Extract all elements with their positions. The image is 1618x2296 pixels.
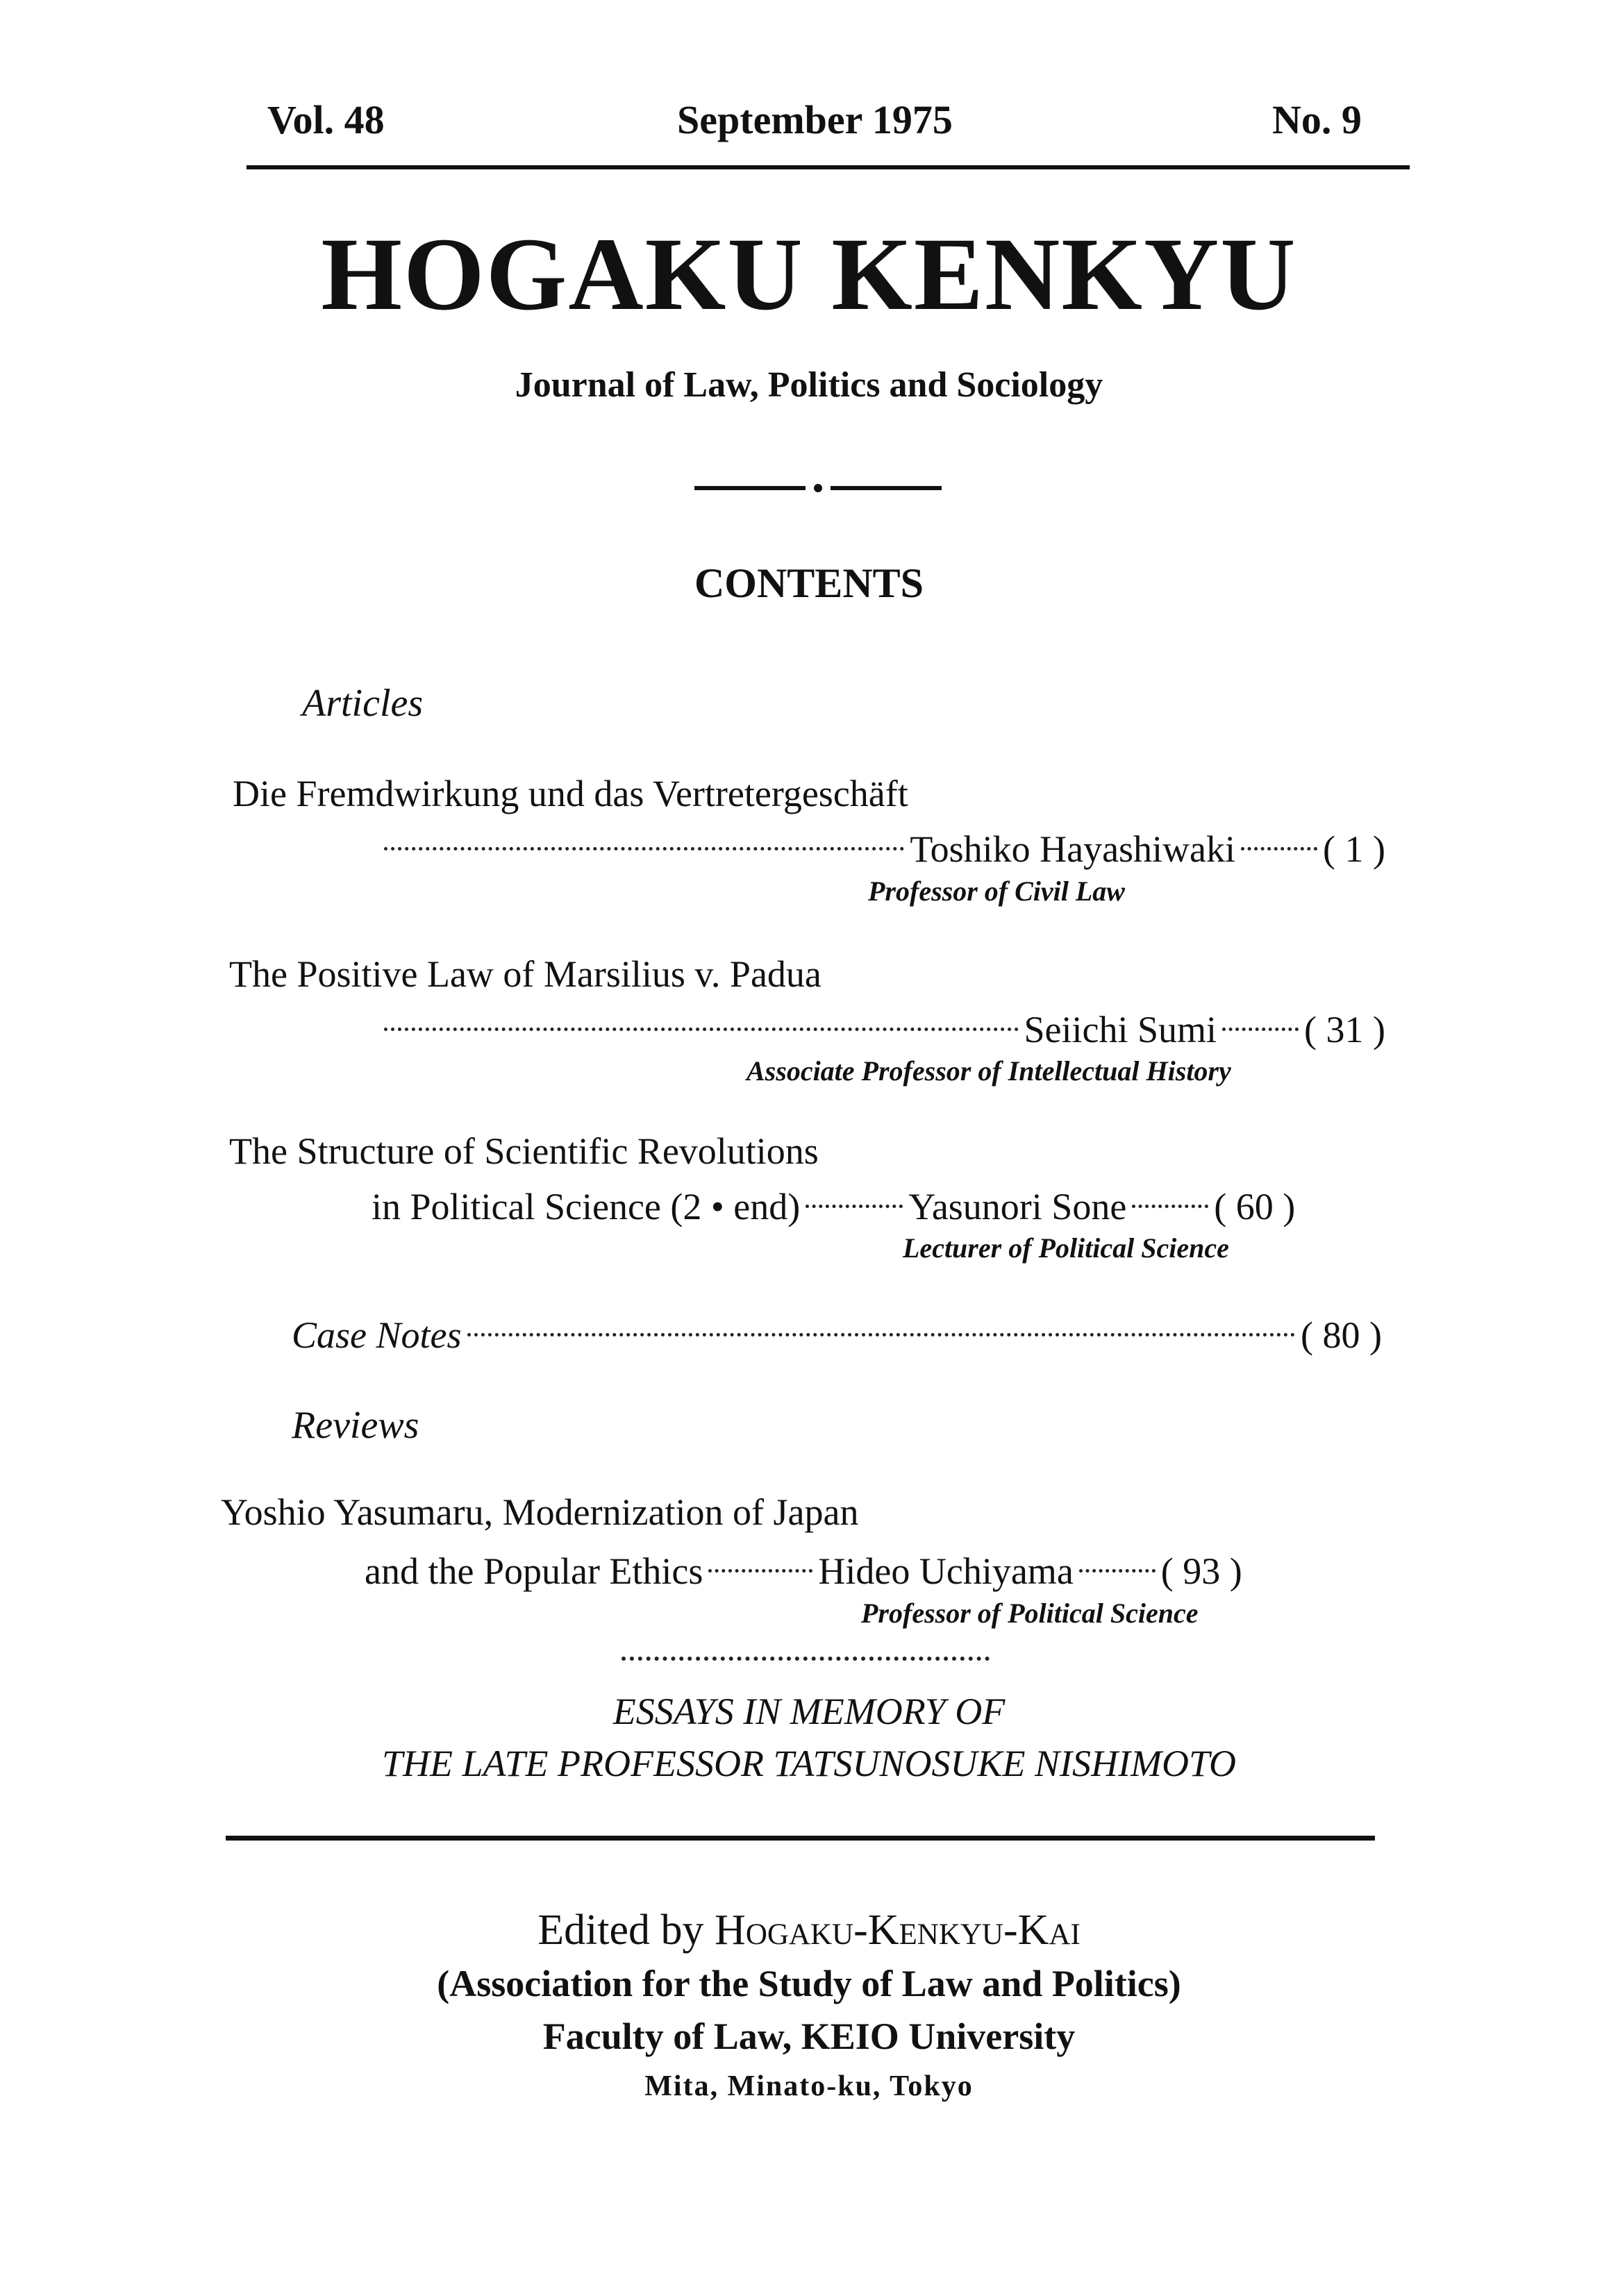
article-3-page: ( 60 )	[1214, 1186, 1296, 1227]
leader-dots	[384, 847, 904, 850]
article-3-author: Yasunori Sone	[908, 1186, 1127, 1227]
article-1-title: Die Fremdwirkung und das Vertretergeschäft	[233, 773, 908, 814]
article-2-author: Seiichi Sumi	[1024, 1009, 1217, 1050]
article-1-author: Toshiko Hayashiwaki	[910, 828, 1236, 870]
review-1-entry	[365, 1548, 1378, 1594]
essays-line1: ESSAYS IN MEMORY OF	[612, 1691, 1006, 1732]
ornament-dot	[814, 484, 822, 492]
footer-rule	[226, 1836, 1375, 1841]
volume-label: Vol. 48	[267, 97, 385, 142]
article-2-affiliation: Associate Professor of Intellectual History	[747, 1055, 1231, 1087]
case-notes-page: ( 80 )	[1301, 1314, 1382, 1356]
leader-dots	[806, 1205, 903, 1208]
leader-dots	[1222, 1028, 1299, 1031]
leader-dots	[1241, 847, 1317, 850]
leader-dots	[708, 1569, 812, 1573]
case-notes-entry	[292, 1312, 1382, 1358]
faculty-line: Faculty of Law, KEIO University	[542, 2016, 1076, 2057]
leader-dots	[1132, 1205, 1208, 1208]
editor-name: Hogaku-Kenkyu-Kai	[715, 1907, 1081, 1954]
article-3-entry	[372, 1184, 1382, 1230]
review-1-author: Hideo Uchiyama	[818, 1550, 1074, 1592]
dotted-divider	[622, 1657, 990, 1661]
association-line: (Association for the Study of Law and Politics)	[437, 1963, 1181, 2004]
article-1-page: ( 1 )	[1323, 828, 1385, 870]
leader-dots	[1079, 1569, 1156, 1573]
essays-line2: THE LATE PROFESSOR TATSUNOSUKE NISHIMOTO	[381, 1743, 1237, 1784]
review-1-title-line1: Yoshio Yasumaru, Modernization of Japan	[221, 1491, 859, 1533]
address-line: Mita, Minato-ku, Tokyo	[644, 2070, 974, 2102]
ornament-rule-right	[831, 486, 942, 490]
article-2-page: ( 31 )	[1304, 1009, 1385, 1050]
review-1-title-line2: and the Popular Ethics	[365, 1550, 703, 1592]
article-2-title: The Positive Law of Marsilius v. Padua	[229, 953, 821, 995]
reviews-heading: Reviews	[292, 1404, 419, 1447]
leader-dots	[384, 1028, 1019, 1031]
journal-subtitle: Journal of Law, Politics and Sociology	[515, 365, 1103, 405]
article-3-affiliation: Lecturer of Political Science	[903, 1232, 1229, 1264]
article-3-title-line2: in Political Science (2 • end)	[372, 1186, 801, 1227]
contents-heading: CONTENTS	[694, 560, 924, 606]
review-1-page: ( 93 )	[1160, 1550, 1242, 1592]
ornament-rule-left	[694, 486, 806, 490]
edited-prefix: Edited by	[537, 1907, 704, 1954]
edited-by-line	[0, 1902, 1618, 1958]
issue-number: No. 9	[1272, 97, 1362, 142]
article-1-entry	[378, 826, 1385, 872]
issue-date: September 1975	[677, 97, 953, 142]
header-rule	[247, 165, 1410, 169]
article-2-entry	[378, 1007, 1385, 1053]
review-1-affiliation: Professor of Political Science	[861, 1598, 1199, 1629]
leader-dots	[467, 1333, 1296, 1336]
articles-heading: Articles	[302, 682, 424, 725]
journal-title: HOGAKU KENKYU	[321, 217, 1297, 332]
case-notes-label: Case Notes	[292, 1314, 462, 1356]
article-1-affiliation: Professor of Civil Law	[868, 875, 1125, 907]
article-3-title-line1: The Structure of Scientific Revolutions	[229, 1130, 819, 1172]
